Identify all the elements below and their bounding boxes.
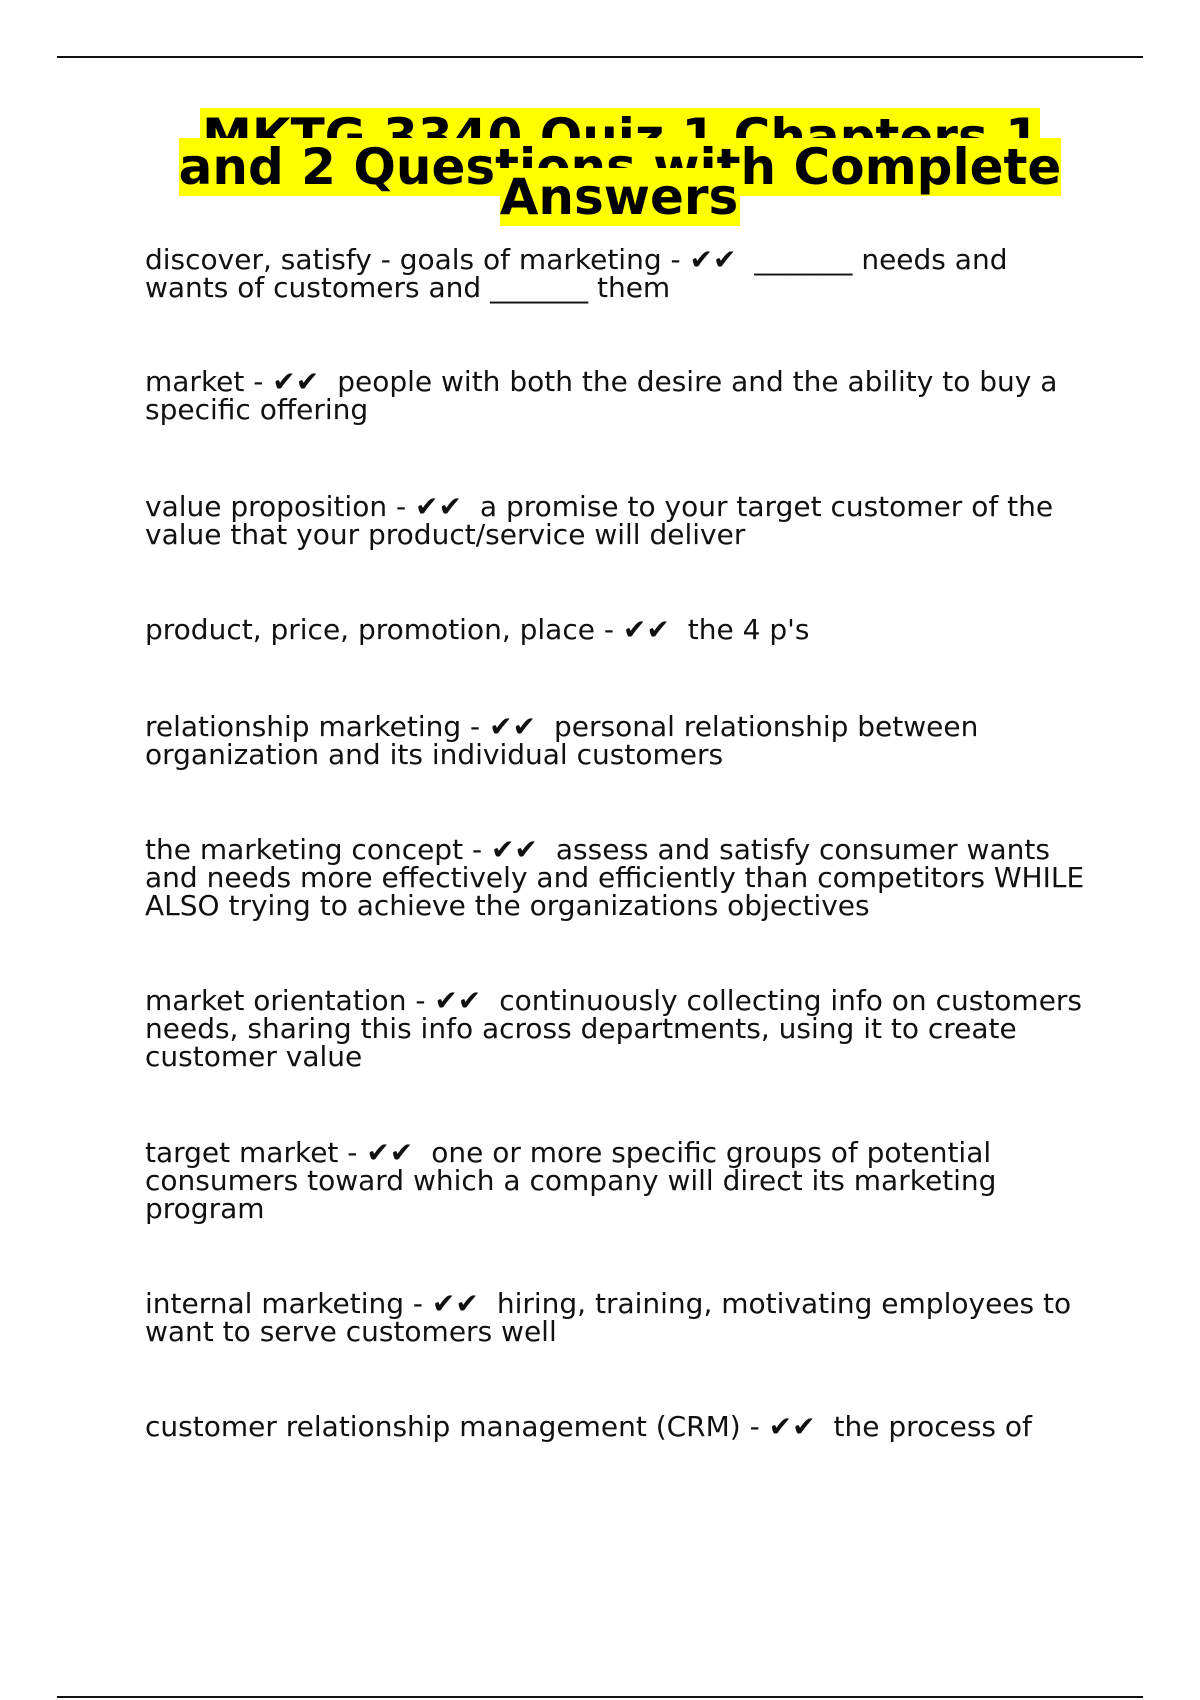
header-rule [57,56,1143,58]
qa-term: discover, satisfy - goals of marketing [145,243,662,276]
qa-term: market orientation [145,984,407,1017]
qa-separator: - [594,613,623,646]
qa-separator: - [404,1287,432,1320]
double-check-icon: ✔✔ [272,365,320,398]
document-title [150,108,1090,226]
qa-item [145,613,1095,646]
qa-definition: _______ needs and wants of customers and _______ them [145,243,1008,304]
qa-item [145,1136,1095,1225]
qa-term: product, price, promotion, place [145,613,595,646]
qa-item [145,984,1095,1073]
qa-separator: - [461,710,490,743]
qa-term: relationship marketing [145,710,462,743]
double-check-icon: ✔✔ [434,984,482,1017]
double-check-icon: ✔✔ [366,1136,414,1169]
double-check-icon: ✔✔ [622,613,670,646]
double-check-icon: ✔✔ [489,710,536,743]
qa-separator: - [463,833,491,866]
qa-definition: continuously collecting info on customers needs, sharing this info across departments, using it to create customer value [145,984,1083,1073]
qa-term: internal marketing [145,1287,404,1320]
qa-item [145,833,1095,922]
qa-definition: a promise to your target customer of the value that your product/service will deliver [145,490,1054,551]
qa-definition: the process of [833,1410,1032,1443]
qa-definition: assess and satisfy consumer wants and needs more effectively and efficiently than competitors WHILE ALSO trying to achieve the organizations objectives [145,833,1085,922]
double-check-icon: ✔✔ [431,1287,479,1320]
footer-rule [57,1696,1143,1698]
qa-item [145,1287,1095,1348]
qa-item [145,1410,1095,1443]
qa-term: target market [145,1136,339,1169]
qa-separator: - [661,243,690,276]
qa-definition: personal relationship between organization and its individual customers [145,710,979,771]
qa-definition: one or more specific groups of potential consumers toward which a company will direct its marketing program [145,1136,997,1225]
qa-term: the marketing concept [145,833,464,866]
qa-separator: - [338,1136,367,1169]
qa-separator: - [387,490,415,523]
qa-item [145,490,1095,551]
double-check-icon: ✔✔ [768,1410,816,1443]
qa-definition: hiring, training, motivating employees to want to serve customers well [145,1287,1072,1348]
double-check-icon: ✔✔ [689,243,737,276]
qa-definition: the 4 p's [687,613,810,646]
qa-item [145,710,1095,771]
title-highlight: MKTG 3340 Quiz 1 Chapters 1 and 2 Questions with Complete Answers [178,108,1062,226]
qa-term: value proposition [145,490,388,523]
qa-separator: - [244,365,273,398]
qa-separator: - [740,1410,769,1443]
qa-term: market [145,365,245,398]
qa-separator: - [406,984,435,1017]
double-check-icon: ✔✔ [490,833,538,866]
qa-term: customer relationship management (CRM) [145,1410,741,1443]
qa-item [145,243,1095,304]
double-check-icon: ✔✔ [415,490,462,523]
qa-definition: people with both the desire and the ability to buy a specific offering [145,365,1058,426]
qa-item [145,365,1095,426]
